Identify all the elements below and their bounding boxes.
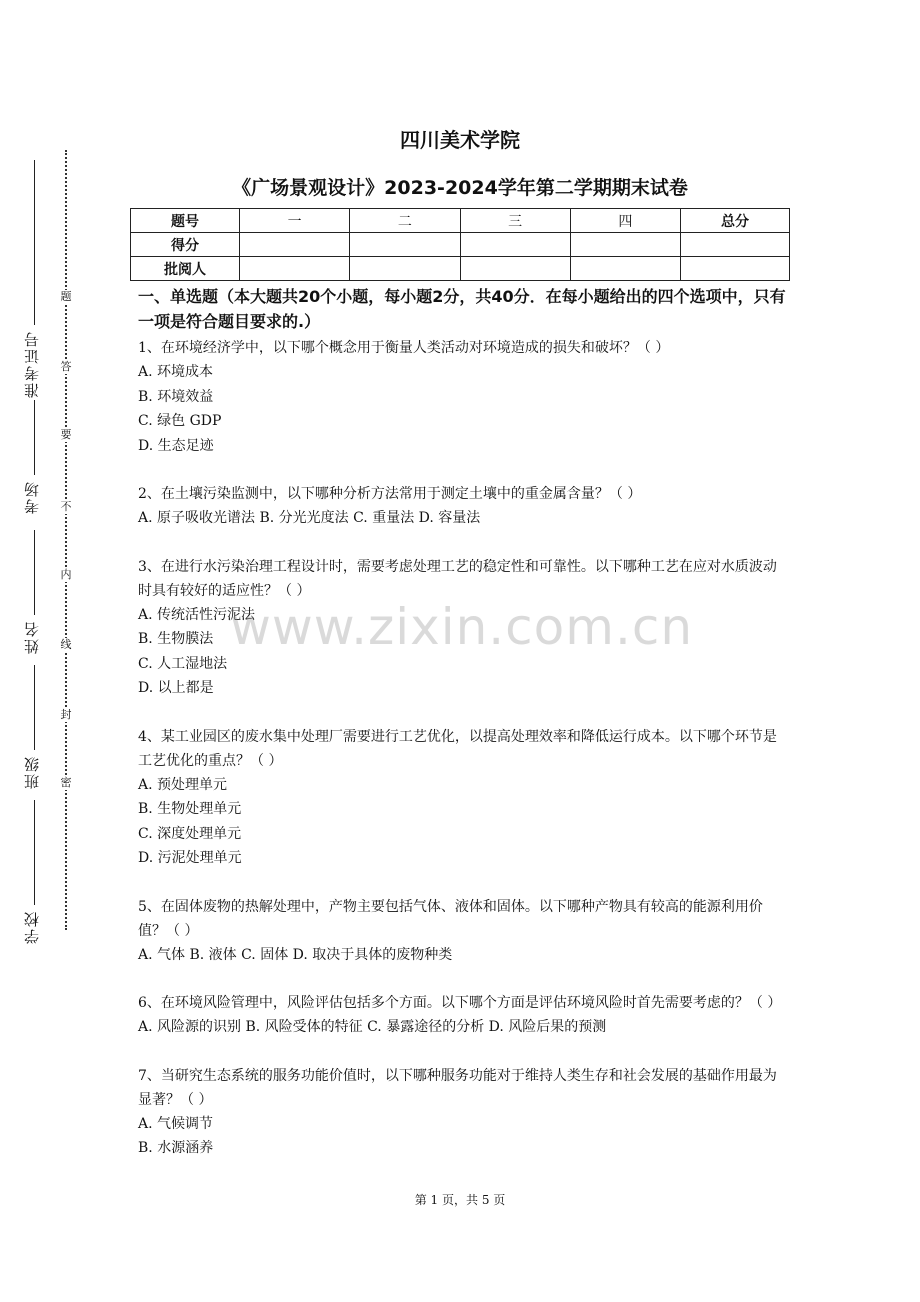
option: A. 环境成本	[138, 364, 214, 380]
question	[138, 482, 788, 531]
exam-room-label: 考场	[22, 480, 41, 514]
question-text: 3、在进行水污染治理工程设计时，需要考虑处理工艺的稳定性和可靠性。以下哪种工艺在应对水质波动时具有较好的适应性？（ ）	[138, 558, 777, 599]
option: D. 以上都是	[138, 680, 214, 696]
score-table-cell: 总分	[681, 209, 790, 233]
binding-margin	[14, 160, 50, 950]
seal-char: 题	[56, 290, 76, 304]
option: B. 生物处理单元	[138, 801, 242, 817]
question-text: 2、在土壤污染监测中，以下哪种分析方法常用于测定土壤中的重金属含量？（ ）	[138, 486, 642, 502]
school-title: 四川美术学院	[400, 128, 520, 152]
option: A. 气候调节	[138, 1115, 214, 1132]
score-table-cell: 二	[350, 209, 460, 233]
grader-cell[interactable]	[240, 257, 350, 281]
seal-char: 线	[56, 638, 76, 652]
question	[138, 336, 788, 458]
seal-char: 答	[56, 360, 76, 374]
question	[138, 555, 788, 701]
section-header: 一、单选题（本大题共20个小题，每小题2分，共40分．在每小题给出的四个选项中，只有一项是符合题目要求的.）	[138, 287, 786, 331]
option: A. 气体 B. 液体 C. 固体 D. 取决于具体的废物种类	[138, 946, 453, 963]
option: A. 风险源的识别 B. 风险受体的特征 C. 暴露途径的分析 D. 风险后果的预测	[138, 1019, 607, 1035]
score-cell[interactable]	[240, 233, 350, 257]
school-underline	[34, 800, 35, 905]
question	[138, 1064, 788, 1161]
exam-number-field	[14, 330, 50, 402]
option: C. 深度处理单元	[138, 825, 242, 842]
score-cell[interactable]	[681, 233, 790, 257]
seal-chars	[56, 150, 76, 930]
class-underline	[34, 665, 35, 750]
option: B. 水源涵养	[138, 1140, 214, 1156]
score-row-label: 批阅人	[131, 257, 240, 281]
question	[138, 991, 788, 1040]
score-table-header-row	[131, 209, 790, 233]
question-text: 4、某工业园区的废水集中处理厂需要进行工艺优化，以提高处理效率和降低运行成本。以下哪个环节是工艺优化的重点？（ ）	[138, 728, 777, 769]
school-field	[14, 910, 50, 944]
class-field	[14, 755, 50, 789]
exam-content	[138, 284, 788, 1161]
question-text: 5、在固体废物的热解处理中，产物主要包括气体、液体和固体。以下哪种产物具有较高的能源利用价值？（ ）	[138, 898, 763, 939]
exam-room-field	[14, 480, 50, 514]
score-table-cell: 题号	[131, 209, 240, 233]
page-footer: 第 1 页，共 5 页	[414, 1193, 506, 1207]
question-text: 1、在环境经济学中，以下哪个概念用于衡量人类活动对环境造成的损失和破坏？（ ）	[138, 340, 670, 356]
score-table-cell: 一	[240, 209, 350, 233]
score-cell[interactable]	[350, 233, 460, 257]
watermark: www.zixin.com.cn	[230, 598, 694, 656]
score-table-cell: 三	[460, 209, 570, 233]
score-table-cell: 四	[570, 209, 680, 233]
option: A. 传统活性污泥法	[138, 606, 256, 623]
question-text: 6、在环境风险管理中，风险评估包括多个方面。以下哪个方面是评估环境风险时首先需要考虑的？（ ）	[138, 995, 782, 1011]
option: A. 原子吸收光谱法 B. 分光光度法 C. 重量法 D. 容量法	[138, 510, 481, 526]
score-table	[130, 208, 790, 281]
option: A. 预处理单元	[138, 776, 228, 793]
question	[138, 725, 788, 871]
name-field	[14, 620, 50, 654]
grader-cell[interactable]	[570, 257, 680, 281]
question	[138, 895, 788, 968]
seal-char: 内	[56, 568, 76, 582]
seal-char: 密	[56, 776, 76, 790]
class-label: 班级	[22, 755, 41, 789]
option: D. 污泥处理单元	[138, 850, 242, 866]
exam-room-underline	[34, 400, 35, 475]
exam-title: 《广场景观设计》2023-2024学年第二学期期末试卷	[232, 177, 688, 199]
score-cell[interactable]	[570, 233, 680, 257]
option: D. 生态足迹	[138, 437, 214, 454]
option: B. 生物膜法	[138, 631, 214, 647]
score-table-row	[131, 257, 790, 281]
school-label: 学校	[22, 910, 41, 944]
seal-char: 要	[56, 428, 76, 442]
name-underline	[34, 530, 35, 615]
option: C. 绿色 GDP	[138, 413, 222, 429]
question-text: 7、当研究生态系统的服务功能价值时，以下哪种服务功能对于维持人类生存和社会发展的基础作用最为显著？（ ）	[138, 1067, 777, 1108]
grader-cell[interactable]	[460, 257, 570, 281]
exam-number-label: 准考证号	[22, 330, 41, 398]
option: B. 环境效益	[138, 388, 214, 405]
score-row-label: 得分	[131, 233, 240, 257]
grader-cell[interactable]	[681, 257, 790, 281]
name-label: 姓名	[22, 620, 41, 654]
score-cell[interactable]	[460, 233, 570, 257]
option: C. 人工湿地法	[138, 655, 228, 672]
grader-cell[interactable]	[350, 257, 460, 281]
seal-char: 封	[56, 708, 76, 722]
score-table-row	[131, 233, 790, 257]
seal-char: 不	[56, 500, 76, 514]
